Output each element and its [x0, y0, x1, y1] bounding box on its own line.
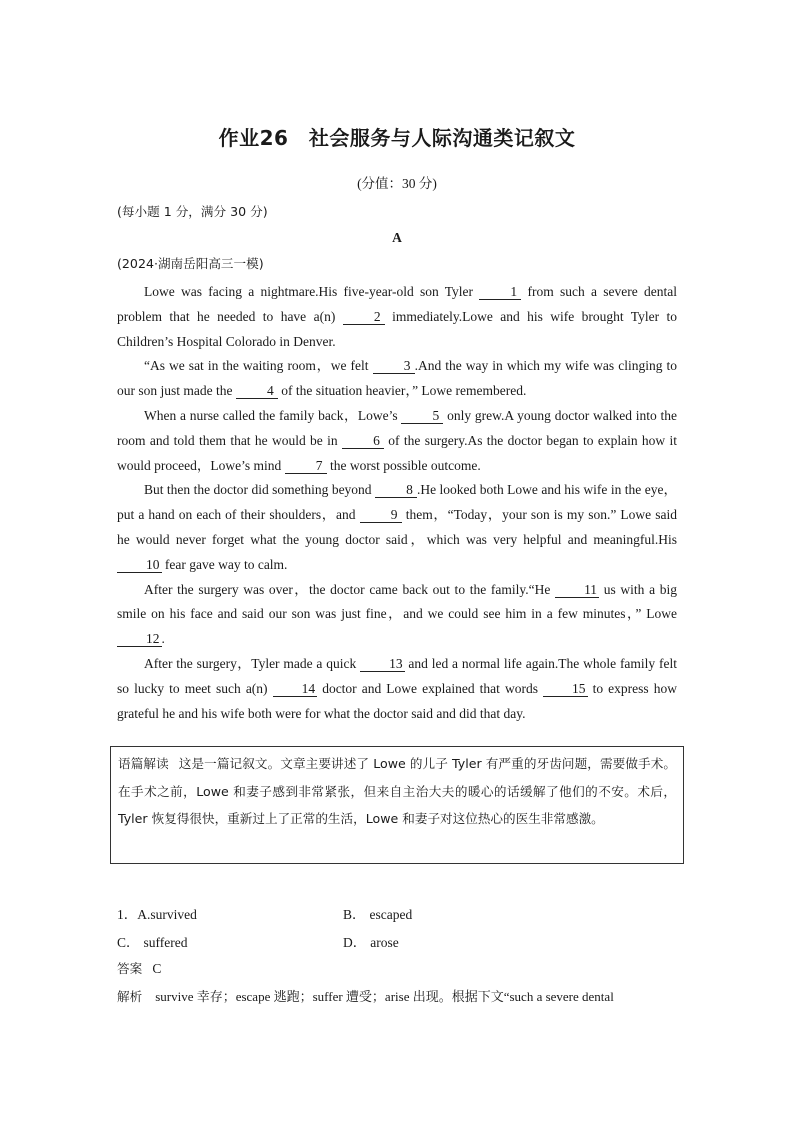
- cloze-blank-11: 11: [555, 583, 599, 598]
- question-1-option-d: [343, 931, 399, 951]
- cloze-blank-15: 15: [543, 682, 588, 697]
- passage-paragraph: [117, 354, 677, 404]
- passage-text: from such a severe dental problem that he needed to have a(n): [117, 284, 677, 324]
- passage-text: .He looked both Lowe and his wife in the eye，put a hand on each of their shoulders，and: [117, 482, 677, 523]
- cloze-blank-4: 4: [236, 384, 278, 399]
- passage-text: “As we sat in the waiting room，we felt: [144, 358, 373, 374]
- explanation-label: 解析: [117, 989, 143, 1004]
- option-label: D．: [343, 935, 367, 950]
- scoring-note: (每小题 1 分，满分 30 分): [117, 204, 268, 219]
- cloze-passage: [117, 280, 677, 726]
- passage-text: doctor and Lowe explained that words: [317, 680, 544, 696]
- passage-text: of the surgery.As the doctor began to explain how it would proceed，Lowe’s mind: [117, 432, 677, 473]
- explanation-text: survive 幸存；escape 逃跑；suffer 遭受；arise 出现。根据下文“such a severe dental: [155, 989, 614, 1004]
- option-text: arose: [370, 935, 399, 950]
- cloze-blank-8: 8: [375, 483, 417, 498]
- option-label: C．: [117, 935, 140, 950]
- passage-text: only grew.A young doctor walked into the room and told them that he would be in: [117, 407, 677, 448]
- passage-text: When a nurse called the family back，Lowe’s: [144, 407, 402, 423]
- explanation-line: [117, 986, 679, 1005]
- cloze-blank-13: 13: [360, 657, 405, 672]
- reading-analysis-label: 语篇解读: [118, 756, 169, 771]
- question-1-option-a: [117, 903, 197, 923]
- cloze-blank-9: 9: [360, 508, 402, 523]
- passage-text: Lowe was facing a nightmare.His five-year-old son Tyler: [144, 284, 480, 299]
- passage-text: After the surgery was over，the doctor came back out to the family.“He: [144, 581, 556, 597]
- passage-text: and led a normal life again.The whole family felt so lucky to meet such a(n): [117, 655, 677, 696]
- question-1-option-c: [117, 931, 188, 951]
- question-1-option-b: [343, 903, 412, 923]
- passage-paragraph: [117, 578, 677, 652]
- cloze-blank-6: 6: [342, 434, 384, 449]
- passage-text: immediately.Lowe and his wife brought Tyler to Children’s Hospital Colorado in Denver.: [117, 308, 678, 349]
- passage-paragraph: [117, 478, 677, 577]
- option-text: escaped: [369, 907, 413, 922]
- question-number: 1．: [117, 907, 138, 922]
- passage-text: But then the doctor did something beyond: [144, 482, 375, 498]
- source-note: (2024·湖南岳阳高三一模): [117, 256, 264, 271]
- cloze-blank-1: 1: [479, 285, 521, 300]
- passage-text: .: [161, 631, 165, 647]
- passage-text: them，“Today，your son is my son.” Lowe said he would never forget what the young doctor said，which was very helpful and meaningful.His: [117, 507, 678, 547]
- section-label: A: [392, 230, 402, 245]
- passage-text: After the surgery，Tyler made a quick: [144, 655, 361, 671]
- cloze-blank-5: 5: [401, 409, 443, 424]
- passage-text: to express how grateful he and his wife both were for what the doctor said and did that day.: [117, 680, 677, 721]
- passage-paragraph: [117, 652, 677, 726]
- cloze-blank-2: 2: [343, 310, 385, 325]
- passage-paragraph: [117, 280, 677, 354]
- passage-text: us with a big smile on his face and said our son was just fine，and we could see him in a few minutes，” Lowe: [117, 581, 678, 622]
- passage-text: the worst possible outcome.: [326, 457, 481, 473]
- passage-paragraph: [117, 404, 677, 478]
- option-label: B．: [343, 907, 366, 922]
- cloze-blank-10: 10: [117, 558, 162, 573]
- cloze-blank-7: 7: [285, 459, 327, 474]
- page-title: 作业26 社会服务与人际沟通类记叙文: [218, 126, 576, 150]
- answer-label: 答案: [117, 961, 143, 976]
- option-text: survived: [150, 907, 197, 922]
- passage-text: .And the way in which my wife was clinging to our son just made the: [117, 358, 677, 399]
- passage-text: of the situation heavier，” Lowe remembered.: [277, 383, 527, 399]
- cloze-blank-3: 3: [373, 359, 415, 374]
- answer-line: [117, 958, 161, 977]
- reading-analysis-box: [110, 746, 684, 864]
- reading-analysis-text: 这是一篇记叙文。文章主要讲述了 Lowe 的儿子 Tyler 有严重的牙齿问题，需要做手术。在手术之前，Lowe 和妻子感到非常紧张，但来自主治大夫的暖心的话缓解了他们的不安。术后，Tyler 恢复得很快，重新过上了正常的生活，Lowe 和妻子对这位热心的医生非常感激。: [118, 756, 677, 826]
- score-info: (分值：30 分): [357, 176, 437, 191]
- answer-value: C: [152, 961, 162, 976]
- cloze-blank-14: 14: [273, 682, 318, 697]
- cloze-blank-12: 12: [117, 632, 162, 647]
- option-label: A.: [137, 907, 151, 922]
- passage-text: fear gave way to calm.: [161, 556, 288, 572]
- option-text: suffered: [143, 935, 188, 950]
